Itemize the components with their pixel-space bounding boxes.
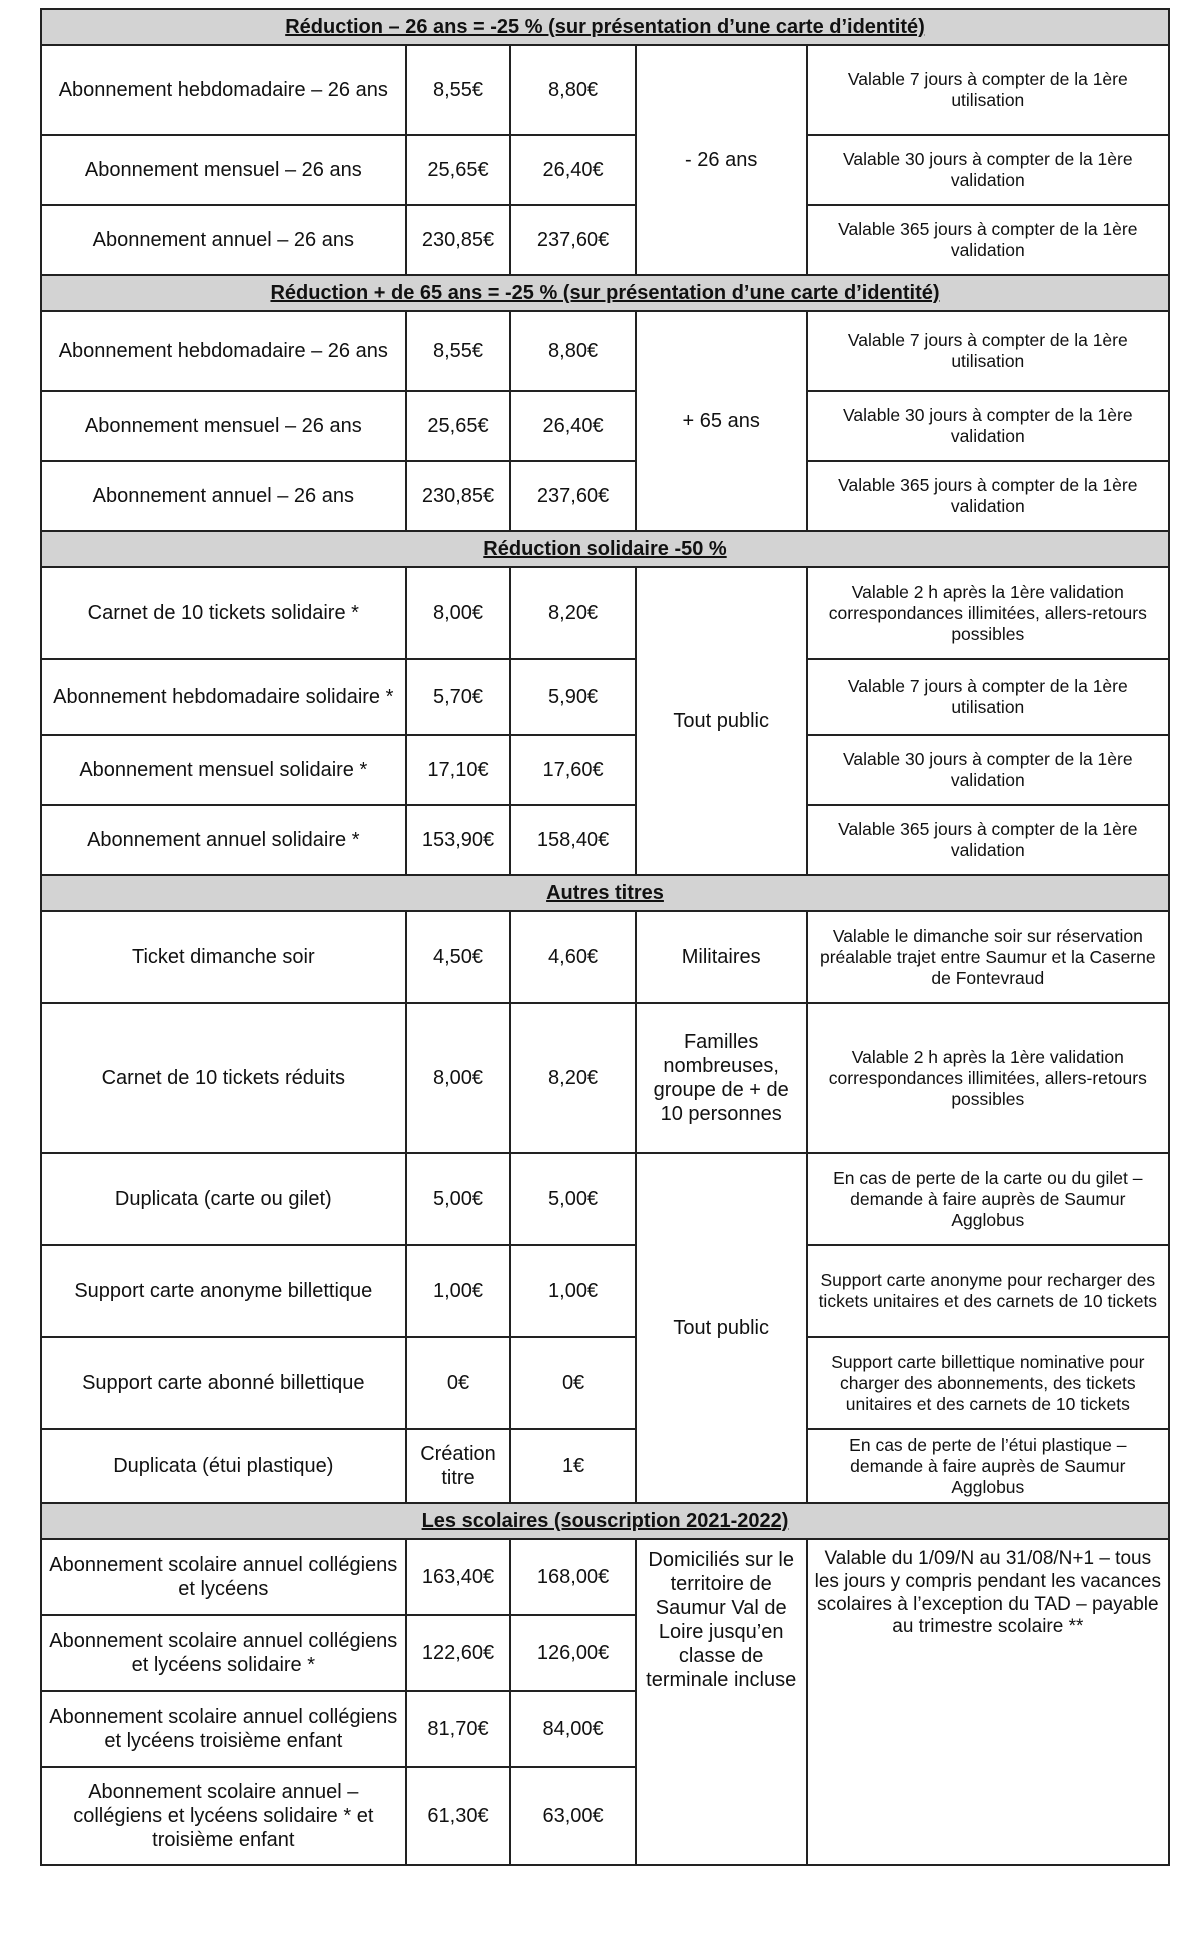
validity: Valable 30 jours à compter de la 1ère validation	[807, 135, 1169, 205]
ticket-name: Abonnement annuel – 26 ans	[41, 461, 406, 531]
price-2: 237,60€	[510, 461, 635, 531]
validity: Support carte anonyme pour recharger des tickets unitaires et des carnets de 10 tickets	[807, 1245, 1169, 1337]
price-1: 230,85€	[406, 461, 511, 531]
price-1: 8,55€	[406, 311, 511, 391]
ticket-name: Ticket dimanche soir	[41, 911, 406, 1003]
ticket-name: Duplicata (carte ou gilet)	[41, 1153, 406, 1245]
validity: Valable 2 h après la 1ère validation correspondances illimitées, allers-retours possibles	[807, 567, 1169, 659]
price-1: 153,90€	[406, 805, 511, 875]
ticket-name: Abonnement hebdomadaire solidaire *	[41, 659, 406, 735]
ticket-name: Abonnement annuel – 26 ans	[41, 205, 406, 275]
audience: Familles nombreuses, groupe de + de 10 personnes	[636, 1003, 807, 1153]
ticket-name: Abonnement scolaire annuel collégiens et lycéens	[41, 1539, 406, 1615]
price-1: 81,70€	[406, 1691, 511, 1767]
price-2: 237,60€	[510, 205, 635, 275]
price-1: 8,00€	[406, 567, 511, 659]
price-1: Création titre	[406, 1429, 511, 1503]
price-1: 8,55€	[406, 45, 511, 135]
validity: Valable 7 jours à compter de la 1ère utilisation	[807, 45, 1169, 135]
validity: Valable 365 jours à compter de la 1ère validation	[807, 205, 1169, 275]
ticket-name: Abonnement mensuel – 26 ans	[41, 135, 406, 205]
section-title: Réduction solidaire -50 %	[41, 531, 1169, 567]
price-2: 1€	[510, 1429, 635, 1503]
price-2: 168,00€	[510, 1539, 635, 1615]
audience: Tout public	[636, 1153, 807, 1503]
price-2: 126,00€	[510, 1615, 635, 1691]
validity: En cas de perte de l’étui plastique – demande à faire auprès de Saumur Agglobus	[807, 1429, 1169, 1503]
price-1: 25,65€	[406, 391, 511, 461]
price-2: 8,20€	[510, 1003, 635, 1153]
price-1: 25,65€	[406, 135, 511, 205]
price-1: 0€	[406, 1337, 511, 1429]
price-2: 8,80€	[510, 311, 635, 391]
price-1: 1,00€	[406, 1245, 511, 1337]
ticket-name: Abonnement mensuel solidaire *	[41, 735, 406, 805]
ticket-name: Abonnement scolaire annuel collégiens et lycéens troisième enfant	[41, 1691, 406, 1767]
price-1: 163,40€	[406, 1539, 511, 1615]
price-1: 230,85€	[406, 205, 511, 275]
ticket-name: Duplicata (étui plastique)	[41, 1429, 406, 1503]
price-2: 8,20€	[510, 567, 635, 659]
price-2: 158,40€	[510, 805, 635, 875]
section-title: Autres titres	[41, 875, 1169, 911]
audience: + 65 ans	[636, 311, 807, 531]
price-2: 8,80€	[510, 45, 635, 135]
price-1: 4,50€	[406, 911, 511, 1003]
section-title: Réduction + de 65 ans = -25 % (sur présentation d’une carte d’identité)	[41, 275, 1169, 311]
price-2: 1,00€	[510, 1245, 635, 1337]
validity: Valable 365 jours à compter de la 1ère validation	[807, 805, 1169, 875]
price-2: 5,00€	[510, 1153, 635, 1245]
price-2: 26,40€	[510, 135, 635, 205]
validity: Valable du 1/09/N au 31/08/N+1 – tous les jours y compris pendant les vacances scolaires à l’exception du TAD – payable au trimestre scolaire **	[807, 1539, 1169, 1865]
ticket-name: Abonnement hebdomadaire – 26 ans	[41, 45, 406, 135]
price-1: 8,00€	[406, 1003, 511, 1153]
validity: Support carte billettique nominative pour charger des abonnements, des tickets unitaires et des carnets de 10 tickets	[807, 1337, 1169, 1429]
ticket-name: Carnet de 10 tickets réduits	[41, 1003, 406, 1153]
price-2: 26,40€	[510, 391, 635, 461]
price-2: 84,00€	[510, 1691, 635, 1767]
price-2: 63,00€	[510, 1767, 635, 1865]
tariff-table	[40, 8, 1170, 1866]
ticket-name: Support carte abonné billettique	[41, 1337, 406, 1429]
audience: - 26 ans	[636, 45, 807, 275]
price-2: 4,60€	[510, 911, 635, 1003]
validity: Valable 7 jours à compter de la 1ère utilisation	[807, 311, 1169, 391]
validity: Valable le dimanche soir sur réservation préalable trajet entre Saumur et la Caserne de Fontevraud	[807, 911, 1169, 1003]
price-1: 61,30€	[406, 1767, 511, 1865]
price-1: 17,10€	[406, 735, 511, 805]
validity: En cas de perte de la carte ou du gilet – demande à faire auprès de Saumur Agglobus	[807, 1153, 1169, 1245]
validity: Valable 2 h après la 1ère validation correspondances illimitées, allers-retours possibles	[807, 1003, 1169, 1153]
price-1: 122,60€	[406, 1615, 511, 1691]
price-1: 5,00€	[406, 1153, 511, 1245]
audience: Militaires	[636, 911, 807, 1003]
price-1: 5,70€	[406, 659, 511, 735]
ticket-name: Support carte anonyme billettique	[41, 1245, 406, 1337]
audience: Domiciliés sur le territoire de Saumur Val de Loire jusqu’en classe de terminale incluse	[636, 1539, 807, 1865]
ticket-name: Carnet de 10 tickets solidaire *	[41, 567, 406, 659]
validity: Valable 7 jours à compter de la 1ère utilisation	[807, 659, 1169, 735]
tariff-document	[40, 8, 1170, 1866]
validity: Valable 365 jours à compter de la 1ère validation	[807, 461, 1169, 531]
ticket-name: Abonnement annuel solidaire *	[41, 805, 406, 875]
section-title: Les scolaires (souscription 2021-2022)	[41, 1503, 1169, 1539]
ticket-name: Abonnement hebdomadaire – 26 ans	[41, 311, 406, 391]
ticket-name: Abonnement mensuel – 26 ans	[41, 391, 406, 461]
validity: Valable 30 jours à compter de la 1ère validation	[807, 391, 1169, 461]
section-title: Réduction – 26 ans = -25 % (sur présentation d’une carte d’identité)	[41, 9, 1169, 45]
audience: Tout public	[636, 567, 807, 875]
price-2: 5,90€	[510, 659, 635, 735]
price-2: 0€	[510, 1337, 635, 1429]
validity: Valable 30 jours à compter de la 1ère validation	[807, 735, 1169, 805]
price-2: 17,60€	[510, 735, 635, 805]
ticket-name: Abonnement scolaire annuel – collégiens et lycéens solidaire * et troisième enfant	[41, 1767, 406, 1865]
ticket-name: Abonnement scolaire annuel collégiens et lycéens solidaire *	[41, 1615, 406, 1691]
